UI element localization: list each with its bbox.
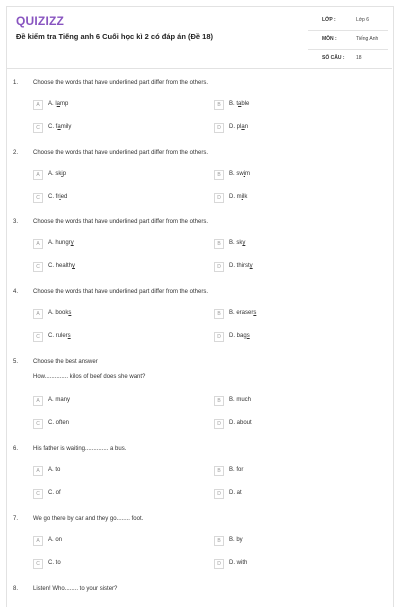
underlined-part: s: [246, 333, 250, 339]
option-text: C. fried: [48, 194, 68, 200]
option-text: A. hungry: [48, 240, 74, 246]
option-text: C. rulers: [48, 333, 71, 339]
option-letter-box: B: [214, 309, 224, 319]
meta-value: Tiếng Anh: [356, 36, 379, 42]
option-text: D. bags: [229, 333, 250, 339]
option-letter-box: C: [33, 193, 43, 203]
underlined-part: y: [249, 263, 253, 269]
option-letter-box: D: [214, 419, 224, 429]
option-letter-box: B: [214, 466, 224, 476]
question-number: 8.: [13, 586, 19, 592]
underlined-part: a: [57, 124, 61, 130]
question-number: 4.: [13, 289, 19, 295]
underlined-part: a: [238, 101, 242, 107]
option-letter-box: B: [214, 239, 224, 249]
option-text: D. thirsty: [229, 263, 253, 269]
option-letter-box: D: [214, 332, 224, 342]
option-text: D. with: [229, 560, 248, 566]
option-text: A. books: [48, 310, 72, 316]
option-letter-box: B: [214, 100, 224, 110]
option-letter-box: D: [214, 193, 224, 203]
option-text: C. healthy: [48, 263, 76, 269]
question-number: 6.: [13, 446, 19, 452]
option-text: D. milk: [229, 194, 248, 200]
option-letter-box: A: [33, 536, 43, 546]
underlined-part: a: [56, 101, 61, 107]
underlined-part: s: [67, 333, 71, 339]
option-text: B. by: [229, 537, 243, 543]
option-letter-box: A: [33, 309, 43, 319]
meta-row-grade: [308, 12, 388, 31]
option-letter-box: C: [33, 123, 43, 133]
underlined-part: i: [61, 171, 63, 177]
document-title: Đề kiểm tra Tiếng anh 6 Cuối học kì 2 có đáp án (Đề 18): [16, 32, 213, 41]
question-text: Listen! Who........ to your sister?: [33, 586, 118, 592]
question-number: 5.: [13, 359, 19, 365]
option-text: B. much: [229, 397, 252, 403]
option-text: C. often: [48, 420, 70, 426]
option-text: B. erasers: [229, 310, 257, 316]
header-divider: [6, 68, 392, 69]
underlined-part: y: [72, 263, 76, 269]
option-letter-box: D: [214, 262, 224, 272]
meta-value: 18: [356, 55, 362, 61]
question-text: His father is waiting.............. a bus.: [33, 446, 127, 452]
underlined-part: s: [68, 310, 72, 316]
question-text: Choose the words that have underlined part differ from the others.: [33, 219, 208, 225]
option-letter-box: D: [214, 559, 224, 569]
underlined-part: y: [70, 240, 74, 246]
question-text: We go there by car and they go........ foot.: [33, 516, 144, 522]
option-text: A. on: [48, 537, 63, 543]
option-text: B. sky: [229, 240, 246, 246]
option-letter-box: C: [33, 489, 43, 499]
option-letter-box: B: [214, 536, 224, 546]
question-text: Choose the words that have underlined part differ from the others.: [33, 150, 208, 156]
option-letter-box: B: [214, 170, 224, 180]
underlined-part: i: [241, 194, 244, 200]
underlined-part: i: [243, 171, 246, 177]
option-text: C. family: [48, 124, 72, 130]
option-letter-box: B: [214, 396, 224, 406]
meta-label: LỚP :: [322, 17, 336, 23]
option-text: D. about: [229, 420, 252, 426]
option-letter-box: A: [33, 239, 43, 249]
question-text: Choose the words that have underlined part differ from the others.: [33, 80, 208, 86]
underlined-part: a: [241, 124, 245, 130]
option-text: B. swim: [229, 171, 251, 177]
option-letter-box: D: [214, 489, 224, 499]
option-letter-box: C: [33, 419, 43, 429]
underlined-part: s: [253, 310, 257, 316]
option-letter-box: D: [214, 123, 224, 133]
meta-label: SỐ CÂU :: [322, 55, 345, 61]
option-text: B. table: [229, 101, 250, 107]
option-text: D. at: [229, 490, 242, 496]
question-text: Choose the words that have underlined part differ from the others.: [33, 289, 208, 295]
option-letter-box: A: [33, 396, 43, 406]
underlined-part: i: [59, 194, 61, 200]
question-text: Choose the best answer: [33, 359, 98, 365]
option-letter-box: C: [33, 559, 43, 569]
meta-row-count: [308, 50, 388, 69]
option-text: A. lamp: [48, 101, 69, 107]
option-text: C. to: [48, 560, 61, 566]
option-text: C. of: [48, 490, 61, 496]
question-number: 3.: [13, 219, 19, 225]
option-letter-box: A: [33, 100, 43, 110]
quizizz-logo: QUIZIZZ: [16, 14, 65, 28]
meta-label: MÔN :: [322, 36, 337, 42]
question-subtext: How.............. kilos of beef does she want?: [33, 374, 146, 380]
option-text: A. to: [48, 467, 61, 473]
option-letter-box: C: [33, 332, 43, 342]
underlined-part: y: [242, 240, 246, 246]
option-text: A. many: [48, 397, 71, 403]
meta-row-subject: [308, 31, 388, 50]
option-letter-box: C: [33, 262, 43, 272]
option-letter-box: A: [33, 170, 43, 180]
question-number: 1.: [13, 80, 19, 86]
option-letter-box: A: [33, 466, 43, 476]
option-text: A. skip: [48, 171, 67, 177]
question-number: 7.: [13, 516, 19, 522]
question-number: 2.: [13, 150, 19, 156]
option-text: D. plan: [229, 124, 249, 130]
meta-value: Lớp 6: [356, 17, 370, 23]
option-text: B. for: [229, 467, 244, 473]
meta-table: [308, 12, 388, 69]
